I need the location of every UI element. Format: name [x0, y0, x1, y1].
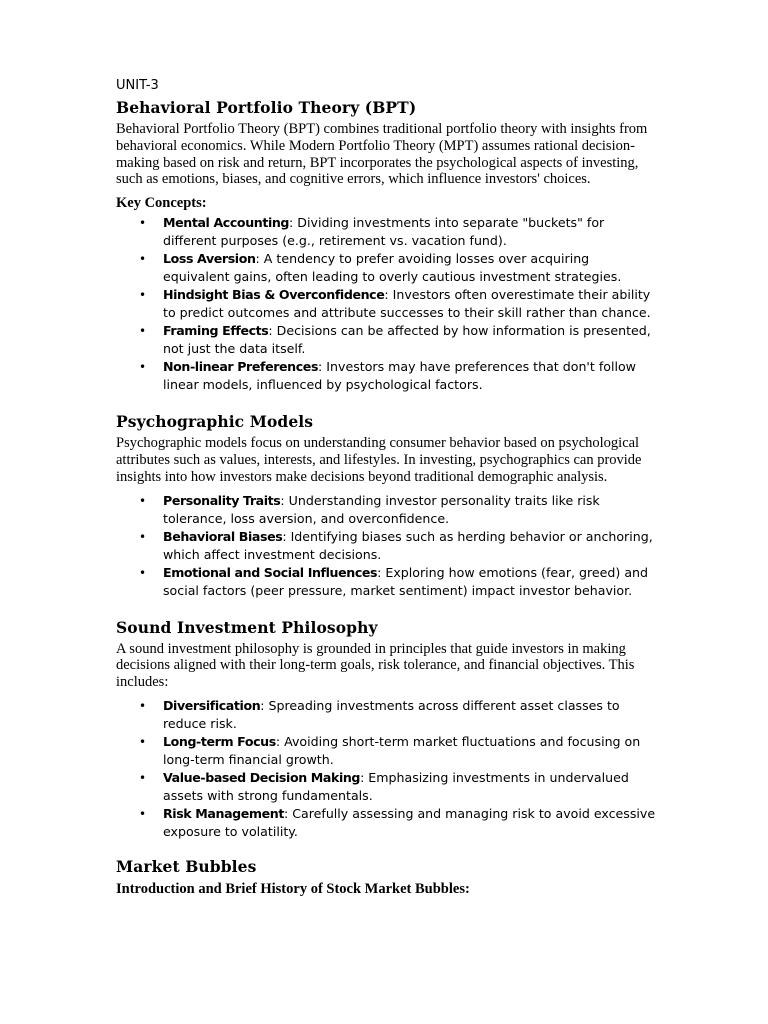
- bullet-icon: •: [139, 288, 147, 303]
- psychographic-intro-paragraph: Psychographic models focus on understanding consumer behavior based on psychological attributes such as values, interests, and lifestyles. In investing, psychographics can provide insights into how investors make decisions beyond traditional demographic analysis.: [116, 435, 642, 485]
- section-psychographic: [116, 412, 656, 599]
- unit-label: UNIT-3: [116, 78, 159, 93]
- list-item: [116, 492, 656, 528]
- list-item-term: Hindsight Bias & Overconfidence: [163, 287, 385, 303]
- list-item: [116, 733, 656, 769]
- bullet-icon: •: [139, 216, 147, 231]
- list-item-text: : Emphasizing investments in undervalued assets with strong fundamentals.: [163, 769, 629, 803]
- list-item-term: Emotional and Social Influences: [163, 564, 378, 580]
- bullet-icon: •: [139, 698, 147, 713]
- section-bpt: [116, 98, 656, 394]
- list-item: [116, 805, 656, 841]
- list-item-term: Value-based Decision Making: [163, 769, 361, 785]
- list-item-term: Personality Traits: [163, 492, 281, 508]
- list-item-text: : Decisions can be affected by how information is presented, not just the data itself.: [163, 323, 651, 357]
- section-title-psychographic: Psychographic Models: [116, 412, 314, 432]
- section-title-bpt: Behavioral Portfolio Theory (BPT): [116, 98, 417, 117]
- list-item-term: Non-linear Preferences: [163, 359, 319, 375]
- list-item-text: : Dividing investments into separate "buckets" for different purposes (e.g., retirement vs. vacation fund).: [163, 215, 605, 249]
- list-item-text: : Exploring how emotions (fear, greed) and social factors (peer pressure, market sentiment) impact investor behavior.: [163, 564, 649, 598]
- bullet-icon: •: [139, 252, 147, 267]
- list-item: [116, 250, 656, 286]
- section-title-sound-investment: Sound Investment Philosophy: [116, 617, 378, 637]
- bullet-icon: •: [139, 770, 147, 785]
- list-item-text: : A tendency to prefer avoiding losses over acquiring equivalent gains, often leading to overly cautious investment strategies.: [163, 251, 622, 285]
- list-item-term: Risk Management: [163, 805, 284, 821]
- list-item-text: : Carefully assessing and managing risk to avoid excessive exposure to volatility.: [163, 805, 656, 839]
- bpt-intro-paragraph: Behavioral Portfolio Theory (BPT) combines traditional portfolio theory with insights from behavioral economics. While Modern Portfolio Theory (MPT) assumes rational decision-making based on risk and return, BPT incorporates the psychological aspects of investing, such as emotions, biases, and cognitive errors, which influence investors' choices.: [116, 121, 648, 188]
- list-item-text: : Identifying biases such as herding behavior or anchoring, which affect investment decisions.: [163, 528, 653, 562]
- sound-investment-intro-paragraph: A sound investment philosophy is grounded in principles that guide investors in making decisions aligned with their long-term goals, risk tolerance, and financial objectives. This includes:: [116, 640, 635, 691]
- list-item: [116, 528, 656, 564]
- sound-investment-bullet-list: [116, 697, 656, 841]
- list-item-term: Framing Effects: [163, 323, 269, 339]
- list-item: [116, 697, 656, 733]
- key-concepts-heading: Key Concepts:: [116, 195, 207, 212]
- bullet-icon: •: [139, 493, 147, 508]
- list-item: [116, 214, 656, 250]
- list-item: [116, 358, 656, 394]
- bullet-icon: •: [139, 529, 147, 544]
- section-sound-investment: [116, 618, 656, 841]
- list-item: [116, 564, 656, 600]
- bullet-icon: •: [139, 734, 147, 749]
- psychographic-bullet-list: [116, 492, 656, 600]
- bullet-icon: •: [139, 565, 147, 580]
- section-spacer: [116, 394, 656, 412]
- list-item: [116, 769, 656, 805]
- list-item-term: Long-term Focus: [163, 733, 276, 749]
- bullet-icon: •: [139, 324, 147, 339]
- list-item-text: : Investors may have preferences that don't follow linear models, influenced by psychological factors.: [163, 359, 636, 393]
- market-bubbles-subheading: Introduction and Brief History of Stock Market Bubbles:: [116, 880, 470, 897]
- section-title-market-bubbles: Market Bubbles: [116, 856, 257, 876]
- list-item: [116, 286, 656, 322]
- section-spacer: [116, 841, 656, 857]
- bullet-icon: •: [139, 360, 147, 375]
- section-market-bubbles: [116, 857, 656, 898]
- list-item-term: Diversification: [163, 697, 261, 713]
- list-item-text: : Avoiding short-term market fluctuations and focusing on long-term financial growth.: [163, 733, 641, 767]
- bpt-bullet-list: [116, 214, 656, 394]
- list-item-term: Mental Accounting: [163, 215, 290, 231]
- list-item-text: : Spreading investments across different asset classes to reduce risk.: [163, 697, 620, 731]
- section-spacer: [116, 600, 656, 618]
- list-item-term: Behavioral Biases: [163, 528, 283, 544]
- list-item-text: : Understanding investor personality traits like risk tolerance, loss aversion, and overconfidence.: [163, 492, 600, 526]
- list-item: [116, 322, 656, 358]
- document-body: [116, 77, 656, 900]
- list-item-text: : Investors often overestimate their ability to predict outcomes and attribute successes to their skill rather than chance.: [163, 287, 651, 321]
- bullet-icon: •: [139, 806, 147, 821]
- list-item-term: Loss Aversion: [163, 251, 256, 267]
